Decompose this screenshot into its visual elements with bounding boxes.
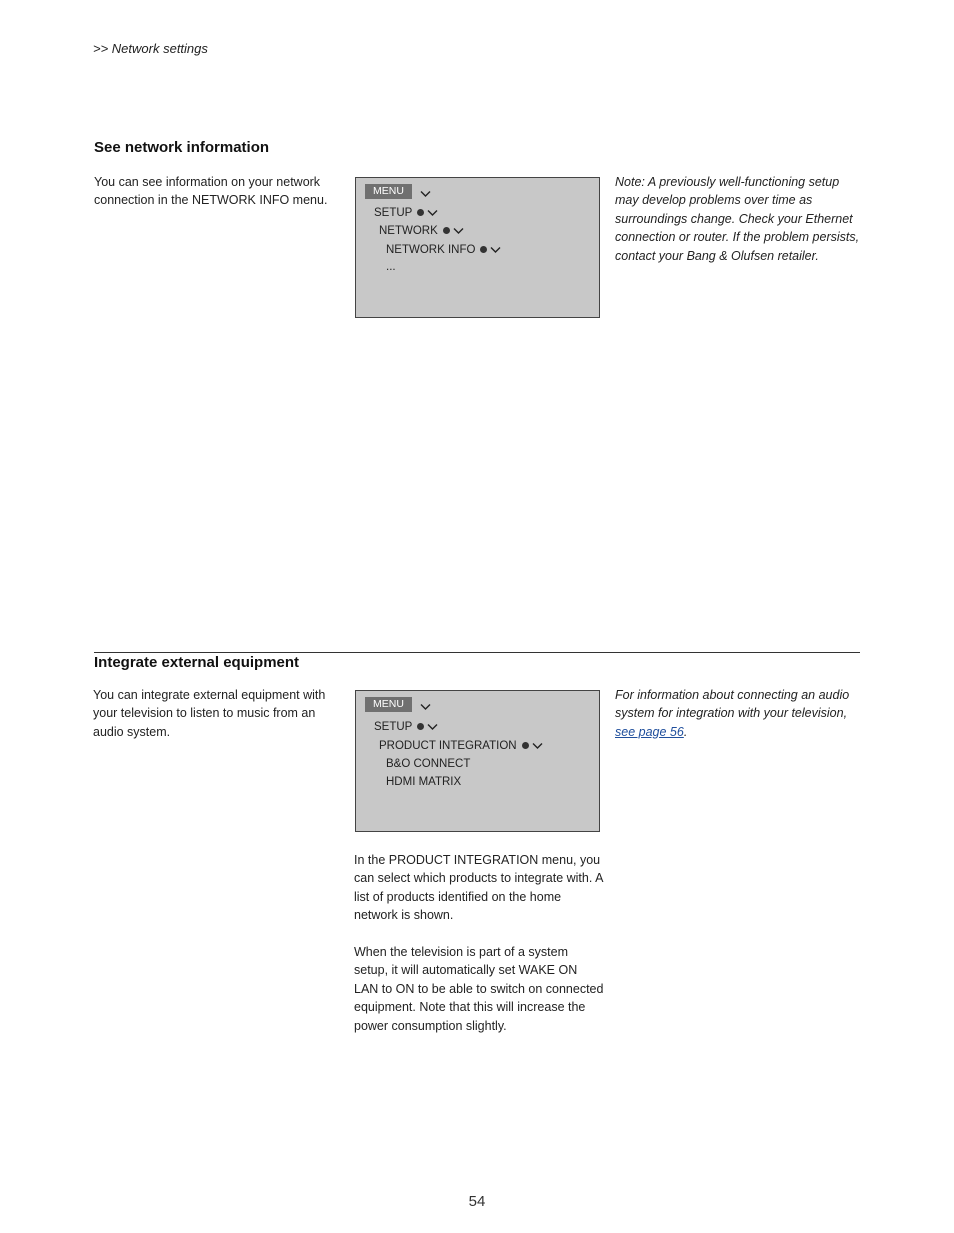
menu-item-setup: SETUP: [374, 207, 438, 219]
note-network: Note: A previously well-functioning setup may develop problems over time as surroundings change. Check your Ethernet connection or router. If the problem persists, contact your Bang & Olufsen retailer.: [615, 175, 860, 263]
section-divider: [94, 652, 860, 653]
section-body-integrate: You can integrate external equipment with your television to listen to music from an audio system.: [93, 688, 326, 739]
breadcrumb: >> Network settings: [93, 41, 208, 56]
see-page-link[interactable]: see page 56: [615, 724, 684, 739]
selected-dot-icon: [522, 742, 529, 749]
menu-item-ellipsis: ...: [386, 261, 396, 273]
selected-dot-icon: [417, 209, 424, 216]
chevron-down-icon: [490, 246, 501, 254]
chevron-down-icon: [420, 190, 431, 198]
page-number: 54: [468, 1193, 486, 1210]
note-integrate: For information about connecting an audio system for integration with your television, see page 56.: [615, 688, 850, 739]
section-heading-network-info: See network information: [94, 139, 270, 156]
selected-dot-icon: [417, 723, 424, 730]
menu-item-setup: SETUP: [374, 721, 438, 733]
chevron-down-icon: [427, 209, 438, 217]
menu-item-bo-connect: B&O CONNECT: [386, 758, 471, 770]
chevron-down-icon: [532, 742, 543, 750]
paragraph-wake-on-lan: When the television is part of a system setup, it will automatically set WAKE ON LAN to ON to be able to switch on connected equipment. Note that this will increase the power consumption slightly.: [354, 945, 604, 1033]
menu-tag: MENU: [365, 184, 412, 199]
chevron-down-icon: [420, 703, 431, 711]
menu-screen-network: [355, 177, 600, 318]
menu-screen-product-integration: [355, 690, 600, 832]
menu-item-network-info: NETWORK INFO: [386, 244, 501, 256]
selected-dot-icon: [480, 246, 487, 253]
selected-dot-icon: [443, 227, 450, 234]
menu-item-product-integration: PRODUCT INTEGRATION: [379, 740, 543, 752]
chevron-down-icon: [427, 723, 438, 731]
section-body-network-info: You can see information on your network connection in the NETWORK INFO menu.: [94, 175, 328, 208]
paragraph-product-integration: In the PRODUCT INTEGRATION menu, you can select which products to integrate with. A list of products identified on the home network is shown.: [354, 853, 603, 923]
chevron-down-icon: [453, 227, 464, 235]
menu-tag: MENU: [365, 697, 412, 712]
menu-item-network: NETWORK: [379, 225, 464, 237]
menu-item-hdmi-matrix: HDMI MATRIX: [386, 776, 462, 788]
section-heading-integrate: Integrate external equipment: [94, 654, 300, 671]
